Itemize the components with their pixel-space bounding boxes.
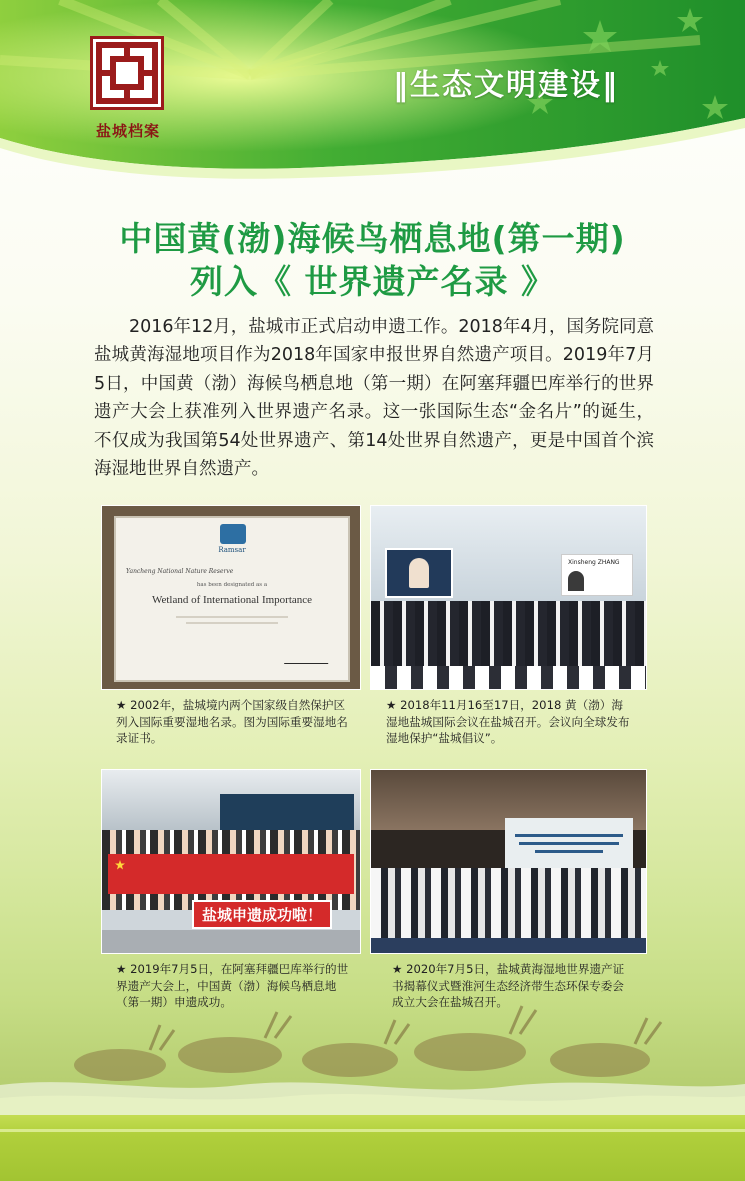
certificate-line: has been designated as a — [196, 582, 268, 588]
header-banner — [0, 0, 745, 185]
certificate-paper — [114, 516, 350, 682]
stage-screen-left — [385, 548, 453, 598]
signature — [284, 653, 332, 664]
section-tag: ‖生态文明建设‖ — [393, 68, 619, 103]
stage-screen-right — [561, 554, 633, 596]
certificate-heading: Wetland of International Importance — [151, 594, 313, 606]
archive-logo — [84, 36, 172, 140]
photo-success-banner — [101, 769, 361, 954]
certificate-reserve-name: Yancheng National Nature Reserve — [126, 568, 234, 575]
speaker-figure — [409, 558, 429, 588]
certificate-logo-text: Ramsar — [218, 546, 246, 554]
audience-chairs — [371, 666, 646, 689]
screen-text — [535, 850, 603, 853]
logo-emblem-icon — [90, 36, 164, 110]
photo-ceremony-2020 — [370, 769, 647, 954]
photo-caption-3: ★ 2019年7月5日，在阿塞拜疆巴库举行的世界遗产大会上，中国黄（渤）海候鸟栖息地（第一期）申遗成功。 — [116, 962, 349, 1010]
speaker-photo — [568, 571, 584, 591]
photo-caption-2: ★ 2018年11月16至17日，2018 黄（渤）海湿地盐城国际会议在盐城召开。会议向全球发布湿地保护“盐城倡议”。 — [386, 698, 630, 746]
chinese-flag-icon — [114, 858, 136, 874]
photo-certificate — [101, 505, 361, 690]
screen-speaker-name: Xinsheng ZHANG — [568, 559, 620, 566]
red-banner — [108, 854, 354, 894]
title-line-2: 列入《 世界遗产名录 》 — [190, 262, 555, 301]
photo-caption-4: ★ 2020年7月5日，盐城黄海湿地世界遗产证书揭幕仪式暨淮河生态经济带生态环保专委会成立大会在盐城召开。 — [392, 962, 625, 1010]
bottom-band — [0, 1115, 745, 1181]
success-sign: 盐城申遗成功啦！ — [192, 900, 332, 929]
floor-carpet — [371, 938, 646, 953]
photo-conference-2018 — [370, 505, 647, 690]
certificate-rule — [176, 616, 288, 618]
screen-text — [515, 834, 623, 837]
screen-text — [519, 842, 619, 845]
certificate-rule — [186, 622, 278, 624]
bottom-band-line — [0, 1129, 745, 1132]
photo-caption-1: ★ 2002年，盐城境内两个国家级自然保护区列入国际重要湿地名录。图为国际重要湿地名录证书。 — [116, 698, 348, 746]
stage-screen — [505, 818, 633, 874]
title-line-1: 中国黄(渤)海候鸟栖息地(第一期) — [119, 219, 626, 258]
logo-text: 盐城档案 — [95, 122, 160, 140]
ramsar-logo-icon — [220, 524, 246, 544]
body-paragraph: 2016年12月，盐城市正式启动申遗工作。2018年4月，国务院同意盐城黄海湿地项目作为2018年国家申报世界自然遗产项目。2019年7月5日，中国黄（渤）海候鸟栖息地（第一期）在阿塞拜疆巴库举行的世界遗产大会上获准列入世界遗产名录。这一张国际生态“金名片”的诞生，不仅成为我国第54处世界遗产、第14处世界自然遗产，更是中国首个滨海湿地世界自然遗产。 — [94, 317, 654, 480]
floor — [102, 930, 360, 953]
elk-herd-illustration — [0, 980, 745, 1120]
